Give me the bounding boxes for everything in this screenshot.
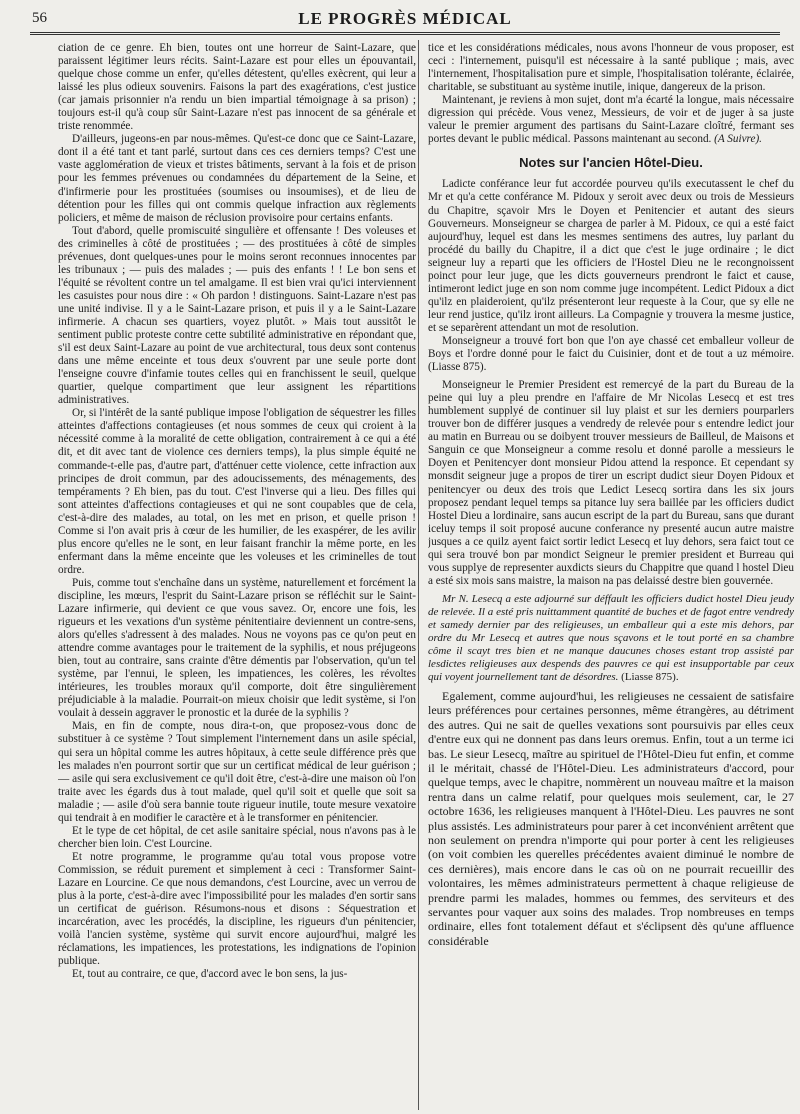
paragraph: Monseigneur le Premier President est remercyé de la part du Bureau de la peine qui luy a pleu prendre en l'affaire de Mr Nicolas Lesecq et est tres humblement supplyé de continuer sil luy plaist et sur les derniers pourparlers trouver bon de différer jusques a vendredy de relevée pour s entendre ledict jour au matin en Burreau ou se doibyent trouver messieurs de Bailleul, de Maisons et Sanguin ce que Monseigneur a comme resolu et donné parolle a messieurs le Doyen et Penitencyer dont monsieur Pidou attend la responce. Et cependant sy monsdit seigneur juge a propos de tirer un escript dudict sieur Doyen Pidoux et penitencyer ou deux des trois que Ledict Lesecq sortira dans les six jours proposez pendant lequel temps sa pitance luy sera baillée par les officiers dudict Hostel Dieu a lordinaire, sans aucun escript de la part du Bureau, sans que durant iceluy temps il soit proposé aucune conferance ny presenté aucun autre maistre jusques a ce quilz ayent faict sortir ledict Lesecq et luy dehors, sera faict tout ce qui sera trouvé bon par mondict Seigneur le premier president et Burreau qui vous supplye de representer auxdicts sieurs du Chappitre que quand l hostel Dieu a esté six mois sans maistre, la maison na pas delaissé destre bien gouvernée. — [428, 379, 794, 587]
paragraph: Monseigneur a trouvé fort bon que l'on aye chassé cet emballeur volleur de Boys et l'ordre donné pour le faict du Cuisinier, dont et de tout a uz mémoire. (Liasse 875). — [428, 334, 794, 374]
paragraph: Et le type de cet hôpital, de cet asile sanitaire spécial, nous n'avons pas à le chercher bien loin. C'est Lourcine. — [58, 824, 416, 850]
paragraph-text: Maintenant, je reviens à mon sujet, dont m'a écarté la longue, mais nécessaire digression qui précède. Vous venez, Messieurs, de voir et de juger à sa juste valeur le premier argument des partisans du Saint-Lazare cloîtré, fermant ses portes devant le public médical. Passons maintenant au second. — [428, 94, 794, 146]
paragraph: Mais, en fin de compte, nous dira-t-on, que proposez-vous donc de substituer à ce système ? Tout simplement l'internement dans un asile spécial, qui sera un hôpital comme les autres hôpitaux, à cette seule différence près que les malades n'en pourront sortir que sur un certificat médical de leur guérison ; — asile qui sera exclusivement ce qu'il doit être, c'est-à-dire une maison où l'on traite avec les égards dus à tout malade, quel qu'il soit et quelle que soit sa maladie ; — asile d'où sera bannie toute rigueur inutile, toute mesure vexatoire qui tendrait à en modifier le caractère et à le transformer en pénitencier. — [58, 720, 416, 824]
paragraph: Egalement, comme aujourd'hui, les religieuses ne cessaient de satisfaire leurs préférences pour certaines personnes, même étrangères, au détriment des autres. Qui ne sait de quelles vexations sont poursuivis par elles ceux d'entre eux qui ne donnent pas dans leurs oremus. Enfin, tout a un terme ici bas. Le sieur Lesecq, maître au spirituel de l'Hôtel-Dieu fut enfin, et comme il le méritait, chassé de l'Hôtel-Dieu. Les administrateurs d'accord, pour quelque temps, avec le chapitre, nommèrent un nouveau maître et la maison rentra dans un calme relatif, pour quelques mois seulement, car, le 27 octobre 1636, les religieuses manquent à l'Hôtel-Dieu. Les pauvres ne sont plus assistés. Les administrateurs pour parer à cet inconvénient arrêtent que non seulement on prendra n'importe qui pour porter à cent les religieuses (on voit combien les querelles précédentes avaient diminué le nombre de ces dernières), mais encore dans le cas où on ne pourrait recueillir des volontaires, les mêmes administrateurs permettent à chaque religieuse de prendre parmi les malades, hommes ou femmes, des serviteurs et des servantes pour vaquer aux soins des malades. Trop nombreuses en temps ordinaire, elles font totalement défaut et s'éclipsent dès qu'une affluence considérable — [428, 688, 794, 948]
quote-text: Mr N. Lesecq a este adjourné sur déffault les officiers dudict hostel Dieu jeudy de relevée. Il a esté pris nuittamment quantité de buches et de fagot entre vendredy et samedy dernier par des religieuses, un emballeur qui a este mis dehors, par ordre du Mr Lesecq et autres que nous sçavons et le tout porté en sa chambre côme il scayt tres bien et ne manque daucunes choses estant trop assisté par lesdictes religieuses aux despends des pauvres ce qui est insupportable par ceux qui voyent journellement tant de désordres. — [428, 592, 794, 683]
section-title: Notes sur l'ancien Hôtel-Dieu. — [519, 155, 703, 171]
paragraph: Et notre programme, le programme qu'au total vous propose votre Commission, se réduit purement et simplement à ceci : Transformer Saint-Lazare en Lourcine. Ce que nous demandons, c'est Lourcine, avec un verrou de plus à la porte, c'est-à-dire avec l'impossibilité pour les malades d'en sortir sans un certificat de guérison. Résumons-nous et disons : Séquestration et incarcération, avec les procédés, la discipline, les rigueurs d'un pénitencier, voilà l'ancien système, système qui survit encore aujourd'hui, malgré les réclamations, les impatiences, les protestations, les indignations de l'opinion publique. — [58, 850, 416, 968]
page-header — [30, 8, 780, 30]
paragraph: Or, si l'intérêt de la santé publique impose l'obligation de séquestrer les filles atteintes d'affections contagieuses (et nous sommes de ceux qui croient à la nécessité comme à la moralité de cette obligation, contrairement à ce qui a été dit, et dit avec tant de violence ces derniers temps), la plus simple équité ne commande-t-elle pas, d'autre part, d'atténuer cette violence, cette infraction aux principes de droit commun, par des adoucissements, des ménagements, des tempéraments ? Eh bien, pas du tout. C'est l'inverse qui a lieu. Des filles qui sont atteintes d'affections contagieuses et qui ne sont coupables que de cela, c'est-à-dire des malades, au total, on les met en prison, et quelle prison ! Comme si l'on avait pris à cœur de les humilier, de les exaspérer, de les avilir plus encore qu'elles ne le sont, en leur faisant franchir la même porte, en les enfermant dans la même enceinte que les voleuses et les criminelles de tout ordre. — [58, 407, 416, 576]
column-divider — [418, 40, 419, 1110]
quote-reference: (Liasse 875). — [621, 670, 679, 683]
journal-title: LE PROGRÈS MÉDICAL — [298, 9, 512, 28]
quoted-note — [428, 593, 794, 684]
right-column — [428, 42, 794, 1110]
header-rule — [30, 32, 780, 35]
paragraph: D'ailleurs, jugeons-en par nous-mêmes. Qu'est-ce donc que ce Saint-Lazare, dont il a été tant et tant parlé, surtout dans ces ces derniers temps? C'est une vaste agglomération de vieux et tristes bâtiments, servant à la fois et de prison pour les femmes prévenues ou condamnées du département de la Seine, et d'infirmerie pour les prostituées (soumises ou insoumises), et de lieu de détention pour les filles qui ont commis quelque infraction aux règlements policiers, et même de maison de réclusion provisoire pour certains enfants. — [58, 133, 416, 224]
paragraph: Et, tout au contraire, ce que, d'accord avec le bon sens, la jus- — [72, 968, 348, 981]
paragraph: Puis, comme tout s'enchaîne dans un système, naturellement et forcément la discipline, les mœurs, l'esprit du Saint-Lazare prison se réfléchit sur le Saint-Lazare infirmerie, qui devient ce que vous savez. Or, encore une fois, les rigueurs et les vexations d'un système pénitentiaire deviennent un contre-sens, alors qu'elles s'adressent à des malades. Nous ne voyons pas ce qu'on peut en attendre comme avantages pour le traitement de la syphilis, et nous préjugeons bien, tout au contraire, sans crainte d'être démentis par l'observation, qu'un tel système, par l'ennui, le spleen, les impatiences, les colères, les révoltes intérieures, les troubles moraux qu'il comporte, doit être singulièrement préjudiciable à la maladie. Pourrait-on mieux choisir que ledit système, si l'on voulait à dessein aggraver le pronostic et la durée de la syphilis ? — [58, 576, 416, 720]
paragraph — [428, 94, 794, 146]
to-be-continued: (A Suivre). — [714, 133, 762, 146]
paragraph: Tout d'abord, quelle promiscuité singulière et offensante ! Des voleuses et des criminelles à côté de prostituées ; — des prostituées à côté de simples prévenues, dont quelques-unes pour le moins seront reconnues innocentes par les tribunaux ; — puis des malades ; — puis des enfants ! ! Le bon sens et l'équité se révoltent contre un tel amalgame. Il est bien vrai qu'ici interviennent les casuistes pour nous dire : « Oh pardon ! distinguons. Saint-Lazare n'est pas une unité indivise. Il y a le Saint-Lazare prison, et puis il y a le Saint-Lazare infirmerie. A chacun ses quartiers, voyez plutôt. » Mais tout aussitôt le sentiment public proteste contre cette subtilité administrative en répondant que, s'il est deux Saint-Lazare au point de vue architectural, tous deux sont contenus dans une même enceinte et tous deux s'ouvrent par une seule porte dont l'enseigne couvre d'infamie toutes celles qui en franchissent le seuil, quelque quartier, quelque compartiment que leur assignent les répartitions administratives. — [58, 224, 416, 407]
paragraph: tice et les considérations médicales, nous avons l'honneur de vous proposer, est ceci : l'internement, puisqu'il est nécessaire à la santé publique ; mais, avec l'internement, l'hospitalisation pure et simple, l'hospitalisation tolérante, éclairée, charitable, se substituant au système inutile, inique, dangereux de la prison. — [428, 42, 794, 94]
paragraph: Ladicte conférance leur fut accordée pourveu qu'ils executassent le chef du Mr et qu'a cette conférance M. Pidoux y seroit avec deux ou trois de Messieurs du Chapitre, sçavoir Mrs le Doyen et Penitencier et autant des sieurs Gouverneurs. Monseigneur se chargea de parler à M. Pidoux, ce qui a esté faict aujourd'huy, lequel est dans les mesmes sentimens des autres, luy parlant du procédé du bailly du Chapitre, il a dict que c'est le juge ordinaire ; le dict seigneur luy a reparti que les officiers de l'Hostel Dieu ne le recongnoissent poinct pour leur juge, que les dicts gouverneurs prendront le faict et cause, intimeront ledict juge en son nom comme juge incompétent. Ledict Pidoux a dict qu'ilz en plaideroient, qu'ilz présenteront leur requeste à la Cour, que sy elle ne leur rend justice, qu'ilz iront ailleurs. La Compagnie y trouvera la mesme justice, et se separèrent attendant un mot de resolution. — [428, 178, 794, 334]
left-column — [58, 42, 416, 1110]
page-number: 56 — [32, 10, 47, 26]
paragraph: ciation de ce genre. Eh bien, toutes ont une horreur de Saint-Lazare, que paraissent légitimer leurs récits. Saint-Lazare est pour elles un épouvantail, quelque chose comme un enfer, qu'elles détestent, qu'elles exècrent, qui leur a laissé les plus odieux souvenirs. Faisons la part des exagérations, c'est justice (car jamais prisonnier n'a rendu un bien impartial témoignage à sa prison) ; toujours est-il qu'à coup sûr Saint-Lazare n'est pas innocent de sa générale et triste renommée. — [58, 42, 416, 133]
